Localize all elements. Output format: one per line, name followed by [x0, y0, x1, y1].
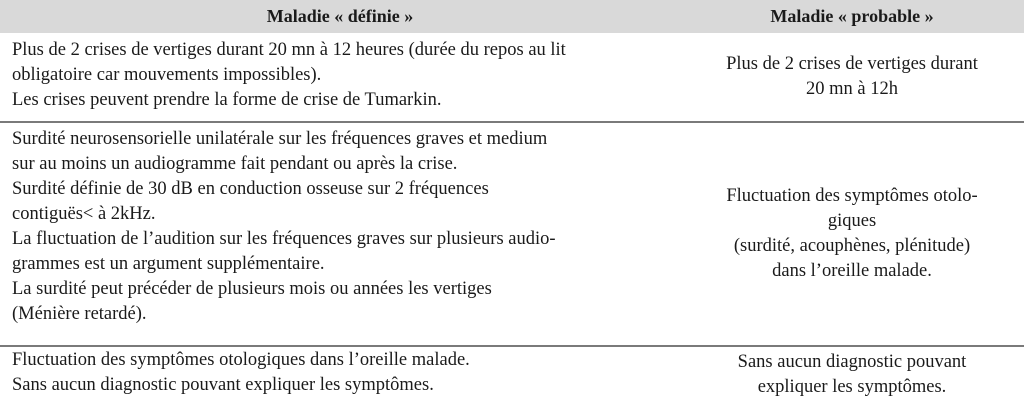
cell-line: Sans aucun diagnostic pouvant [737, 351, 967, 372]
row-divider [0, 121, 1024, 123]
cell-line: dans l’oreille malade. [772, 260, 932, 281]
cell-line: Fluctuation des symptômes otologiques dans l’oreille malade. [12, 350, 470, 370]
cell-line: Les crises peuvent prendre la forme de crise de Tumarkin. [12, 90, 442, 110]
cell-definite [12, 38, 672, 113]
cell-line: Plus de 2 crises de vertiges durant [726, 54, 978, 74]
cell-line: (Ménière retardé). [12, 304, 147, 324]
row-divider [0, 345, 1024, 347]
cell-line: giques [827, 210, 877, 231]
cell-line: grammes est un argument supplémentaire. [12, 254, 325, 274]
cell-line: La fluctuation de l’audition sur les fréquences graves sur plusieurs audio- [12, 229, 556, 249]
header-probable: Maladie « probable » [770, 6, 934, 26]
cell-line: Surdité définie de 30 dB en conduction osseuse sur 2 fréquences [12, 179, 489, 199]
table-header [0, 0, 1024, 33]
header-definite: Maladie « définie » [266, 6, 414, 26]
cell-line: Plus de 2 crises de vertiges durant 20 mn à 12 heures (durée du repos au lit [12, 40, 566, 60]
cell-probable [680, 348, 1024, 401]
table-row [0, 348, 1024, 401]
cell-definite [12, 348, 672, 398]
cell-probable [680, 36, 1024, 118]
cell-line: contiguës< à 2kHz. [12, 204, 156, 224]
cell-definite [12, 127, 672, 327]
cell-line: Sans aucun diagnostic pouvant expliquer les symptômes. [12, 375, 434, 395]
cell-line: Fluctuation des symptômes otolo- [726, 185, 978, 206]
cell-line: La surdité peut précéder de plusieurs mois ou années les vertiges [12, 279, 492, 299]
cell-probable [680, 126, 1024, 341]
cell-line: (surdité, acouphènes, plénitude) [733, 235, 971, 256]
cell-line: Surdité neurosensorielle unilatérale sur les fréquences graves et medium [12, 129, 548, 149]
table-row [0, 36, 1024, 118]
cell-line: sur au moins un audiogramme fait pendant ou après la crise. [12, 154, 458, 174]
table-row [0, 126, 1024, 341]
cell-line: obligatoire car mouvements impossibles). [12, 65, 322, 85]
cell-line: expliquer les symptômes. [757, 376, 947, 397]
cell-line: 20 mn à 12h [806, 79, 898, 99]
